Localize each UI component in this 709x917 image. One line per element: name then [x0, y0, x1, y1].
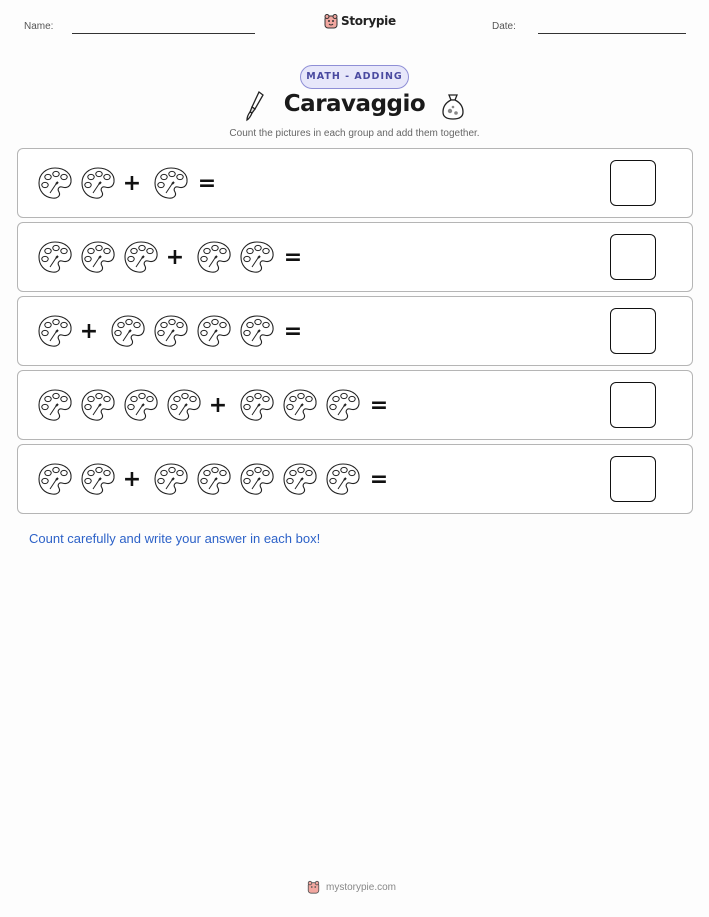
plus-sign: + [122, 466, 142, 492]
paint-palette-icon [79, 165, 117, 201]
page-title: Caravaggio [283, 91, 426, 117]
paint-palette-icon [122, 239, 160, 275]
problem-row [17, 370, 693, 440]
paint-palette-icon [281, 387, 319, 423]
site-footer [307, 880, 396, 894]
equals-sign: = [283, 244, 303, 270]
storypie-footer-logo-icon [307, 880, 320, 894]
equals-sign: = [369, 466, 389, 492]
problem-equation [36, 223, 313, 291]
paint-palette-icon [36, 239, 74, 275]
paint-palette-icon [79, 387, 117, 423]
equals-sign: = [283, 318, 303, 344]
date-line[interactable] [538, 33, 686, 34]
answer-box[interactable] [610, 160, 656, 206]
paint-palette-icon [122, 387, 160, 423]
footer-instruction: Count carefully and write your answer in each box! [29, 531, 321, 546]
brand-logo [324, 13, 396, 29]
paint-palette-icon [79, 239, 117, 275]
paint-palette-icon [195, 461, 233, 497]
answer-box[interactable] [610, 456, 656, 502]
subject-badge: MATH - ADDING [300, 65, 409, 89]
answer-box[interactable] [610, 234, 656, 280]
problem-equation [36, 149, 227, 217]
problem-row [17, 222, 693, 292]
paint-palette-icon [238, 239, 276, 275]
problem-equation [36, 445, 399, 513]
date-label: Date: [492, 21, 516, 32]
equals-sign: = [369, 392, 389, 418]
paint-palette-icon [152, 313, 190, 349]
paint-palette-icon [152, 461, 190, 497]
paint-palette-icon [152, 165, 190, 201]
equals-sign: = [197, 170, 217, 196]
problem-equation [36, 297, 313, 365]
plus-sign: + [122, 170, 142, 196]
paint-palette-icon [109, 313, 147, 349]
storypie-logo-icon [324, 13, 338, 29]
paint-palette-icon [165, 387, 203, 423]
problem-row [17, 296, 693, 366]
paint-bag-icon [440, 92, 466, 122]
answer-box[interactable] [610, 308, 656, 354]
problem-equation [36, 371, 399, 439]
paint-palette-icon [36, 165, 74, 201]
plus-sign: + [79, 318, 99, 344]
paint-palette-icon [324, 461, 362, 497]
name-label: Name: [24, 21, 54, 32]
instructions-subtitle: Count the pictures in each group and add them together. [229, 128, 480, 139]
paint-palette-icon [324, 387, 362, 423]
paint-palette-icon [36, 461, 74, 497]
paint-palette-icon [195, 239, 233, 275]
problem-row [17, 444, 693, 514]
paint-palette-icon [195, 313, 233, 349]
paint-palette-icon [281, 461, 319, 497]
name-line[interactable] [72, 33, 255, 34]
paint-palette-icon [238, 461, 276, 497]
paint-palette-icon [79, 461, 117, 497]
paint-palette-icon [238, 313, 276, 349]
paint-palette-icon [36, 387, 74, 423]
footer-url[interactable]: mystorypie.com [326, 881, 397, 893]
plus-sign: + [165, 244, 185, 270]
paint-palette-icon [238, 387, 276, 423]
problem-row [17, 148, 693, 218]
answer-box[interactable] [610, 382, 656, 428]
brand-name: Storypie [341, 14, 396, 28]
paint-palette-icon [36, 313, 74, 349]
plus-sign: + [208, 392, 228, 418]
